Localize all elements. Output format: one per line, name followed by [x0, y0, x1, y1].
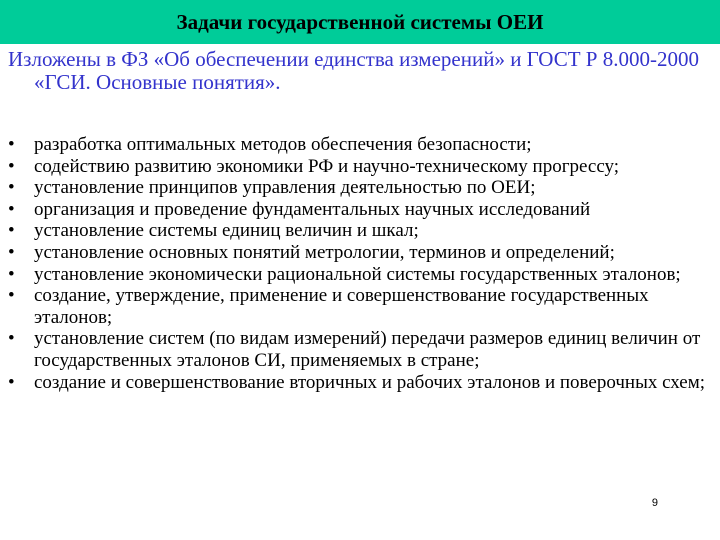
- bullet-icon: •: [8, 285, 15, 307]
- list-item-text: создание и совершенствование вторичных и рабочих эталонов и поверочных схем;: [34, 371, 706, 393]
- page-number: 9: [651, 497, 658, 509]
- list-item-text: установление принципов управления деятельностью по ОЕИ;: [34, 177, 536, 199]
- list-item: [8, 264, 714, 286]
- list-item-text: установление основных понятий метрологии, терминов и определений;: [34, 241, 615, 263]
- list-item-text: создание, утверждение, применение и совершенствование государственных эталонов;: [34, 285, 649, 328]
- bullet-icon: •: [8, 241, 15, 263]
- list-item-text: содействию развитию экономики РФ и научно-техническому прогрессу;: [34, 155, 620, 177]
- list-item-text: установление систем (по видам измерений) передачи размеров единиц величин от государственных эталонов СИ, применяемых в стране;: [34, 328, 701, 371]
- title-bar: [0, 0, 720, 44]
- bullet-icon: •: [8, 134, 15, 155]
- slide-title: Задачи государственной системы ОЕИ: [176, 9, 544, 34]
- bullet-icon: •: [8, 177, 15, 199]
- bullet-icon: •: [8, 328, 15, 350]
- list-item: [8, 242, 714, 264]
- list-item: [8, 285, 714, 328]
- task-list: [8, 134, 714, 393]
- list-item: [8, 220, 714, 242]
- list-item-text: разработка оптимальных методов обеспечения безопасности;: [34, 134, 532, 155]
- intro-text: Изложены в ФЗ «Об обеспечении единства измерений» и ГОСТ Р 8.000-2000 «ГСИ. Основные понятия».: [8, 47, 699, 94]
- bullet-icon: •: [8, 220, 15, 242]
- list-item: [8, 328, 714, 371]
- list-item: [8, 177, 714, 199]
- bullet-icon: •: [8, 371, 15, 393]
- list-item: [8, 199, 714, 221]
- bullet-icon: •: [8, 198, 15, 220]
- list-item: [8, 372, 714, 394]
- list-item: [8, 156, 714, 178]
- list-item-text: установление системы единиц величин и шкал;: [34, 220, 419, 242]
- list-item-text: организация и проведение фундаментальных научных исследований: [34, 198, 591, 220]
- bullet-icon: •: [8, 263, 15, 285]
- list-item: [8, 134, 714, 156]
- list-item-text: установление экономически рациональной системы государственных эталонов;: [34, 263, 681, 285]
- bullet-icon: •: [8, 155, 15, 177]
